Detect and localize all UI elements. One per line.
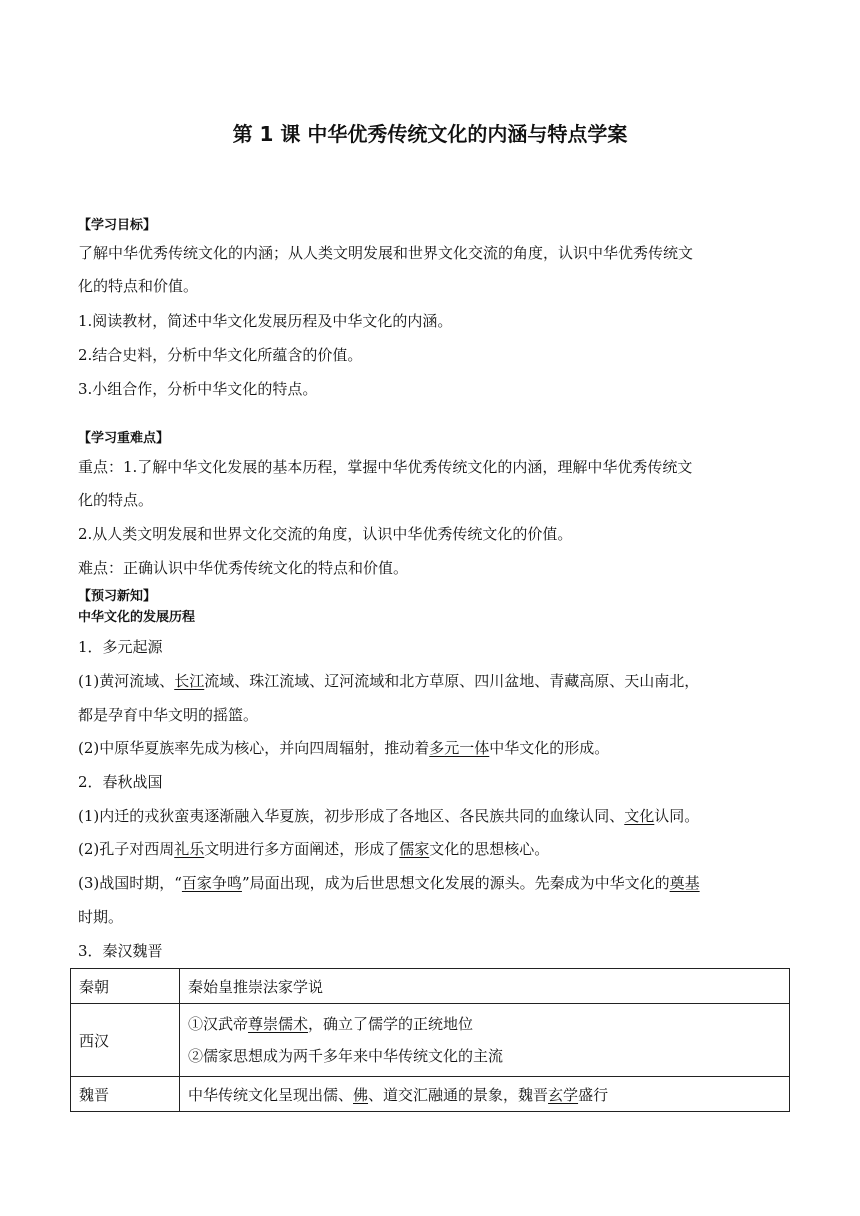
section-1-title: 1．多元起源 [78, 638, 163, 656]
answer-blank: 儒家 [399, 840, 430, 858]
table-cell-content: 中华传统文化呈现出儒、佛、道交汇融通的景象，魏晋玄学盛行 [180, 1077, 790, 1112]
answer-blank: 百家争鸣 [181, 874, 242, 892]
keypoints-line4: 难点：正确认识中华优秀传统文化的特点和价值。 [78, 559, 409, 577]
answer-blank: 奠基 [669, 874, 700, 892]
table-cell-era: 西汉 [71, 1004, 180, 1077]
page-title: 第 1 课 中华优秀传统文化的内涵与特点学案 [232, 122, 628, 146]
table-cell-era: 秦朝 [71, 969, 180, 1004]
goal-item-3: 3.小组合作，分析中华文化的特点。 [78, 380, 318, 398]
preview-heading: 【预习新知】 [78, 589, 157, 604]
table-cell-content: ①汉武帝尊崇儒术，确立了儒学的正统地位 ②儒家思想成为两千多年来中华传统文化的主流 [180, 1004, 790, 1077]
answer-blank: 文化 [624, 807, 655, 825]
section-3-title: 3．秦汉魏晋 [78, 942, 163, 960]
goals-intro-line1: 了解中华优秀传统文化的内涵；从人类文明发展和世界文化交流的角度，认识中华优秀传统文 [78, 244, 694, 262]
section-1-para-1-cont: 都是孕育中华文明的摇篮。 [78, 706, 259, 724]
preview-subheading: 中华文化的发展历程 [78, 610, 196, 625]
answer-blank: 礼乐 [174, 840, 205, 858]
section-1-para-1: (1)黄河流域、长江流域、珠江流域、辽河流域和北方草原、四川盆地、青藏高原、天山南北， [78, 672, 700, 690]
answer-blank: 多元一体 [429, 739, 490, 757]
table-row [71, 1004, 790, 1077]
goal-item-2: 2.结合史料，分析中华文化所蕴含的价值。 [78, 346, 363, 364]
answer-blank: 长江 [174, 672, 205, 690]
answer-blank: 尊崇儒术 [248, 1015, 309, 1033]
table-row [71, 1077, 790, 1112]
dynasty-table [70, 968, 790, 1112]
table-cell-era: 魏晋 [71, 1077, 180, 1112]
keypoints-heading: 【学习重难点】 [78, 431, 170, 446]
goal-item-1: 1.阅读教材，简述中华文化发展历程及中华文化的内涵。 [78, 312, 453, 330]
goals-heading: 【学习目标】 [78, 218, 157, 233]
table-row [71, 969, 790, 1004]
goals-intro-line2: 化的特点和价值。 [78, 277, 199, 295]
keypoints-line1: 重点：1.了解中华文化发展的基本历程，掌握中华优秀传统文化的内涵，理解中华优秀传统文 [78, 458, 693, 476]
section-2-para-2: (2)孔子对西周礼乐文明进行多方面阐述，形成了儒家文化的思想核心。 [78, 840, 550, 858]
section-1-para-2: (2)中原华夏族率先成为核心，并向四周辐射，推动着多元一体中华文化的形成。 [78, 739, 610, 757]
answer-blank: 玄学 [548, 1085, 579, 1104]
section-2-para-1: (1)内迁的戎狄蛮夷逐渐融入华夏族，初步形成了各地区、各民族共同的血缘认同、文化认同。 [78, 807, 700, 825]
section-2-para-3: (3)战国时期，“百家争鸣”局面出现，成为后世思想文化发展的源头。先秦成为中华文化的奠基 [78, 874, 700, 892]
keypoints-line3: 2.从人类文明发展和世界文化交流的角度，认识中华优秀传统文化的价值。 [78, 525, 573, 543]
keypoints-line2: 化的特点。 [78, 491, 154, 509]
answer-blank: 佛 [353, 1085, 369, 1104]
section-2-para-3-cont: 时期。 [78, 908, 124, 926]
table-cell-content: 秦始皇推崇法家学说 [180, 969, 790, 1004]
section-2-title: 2．春秋战国 [78, 773, 163, 791]
